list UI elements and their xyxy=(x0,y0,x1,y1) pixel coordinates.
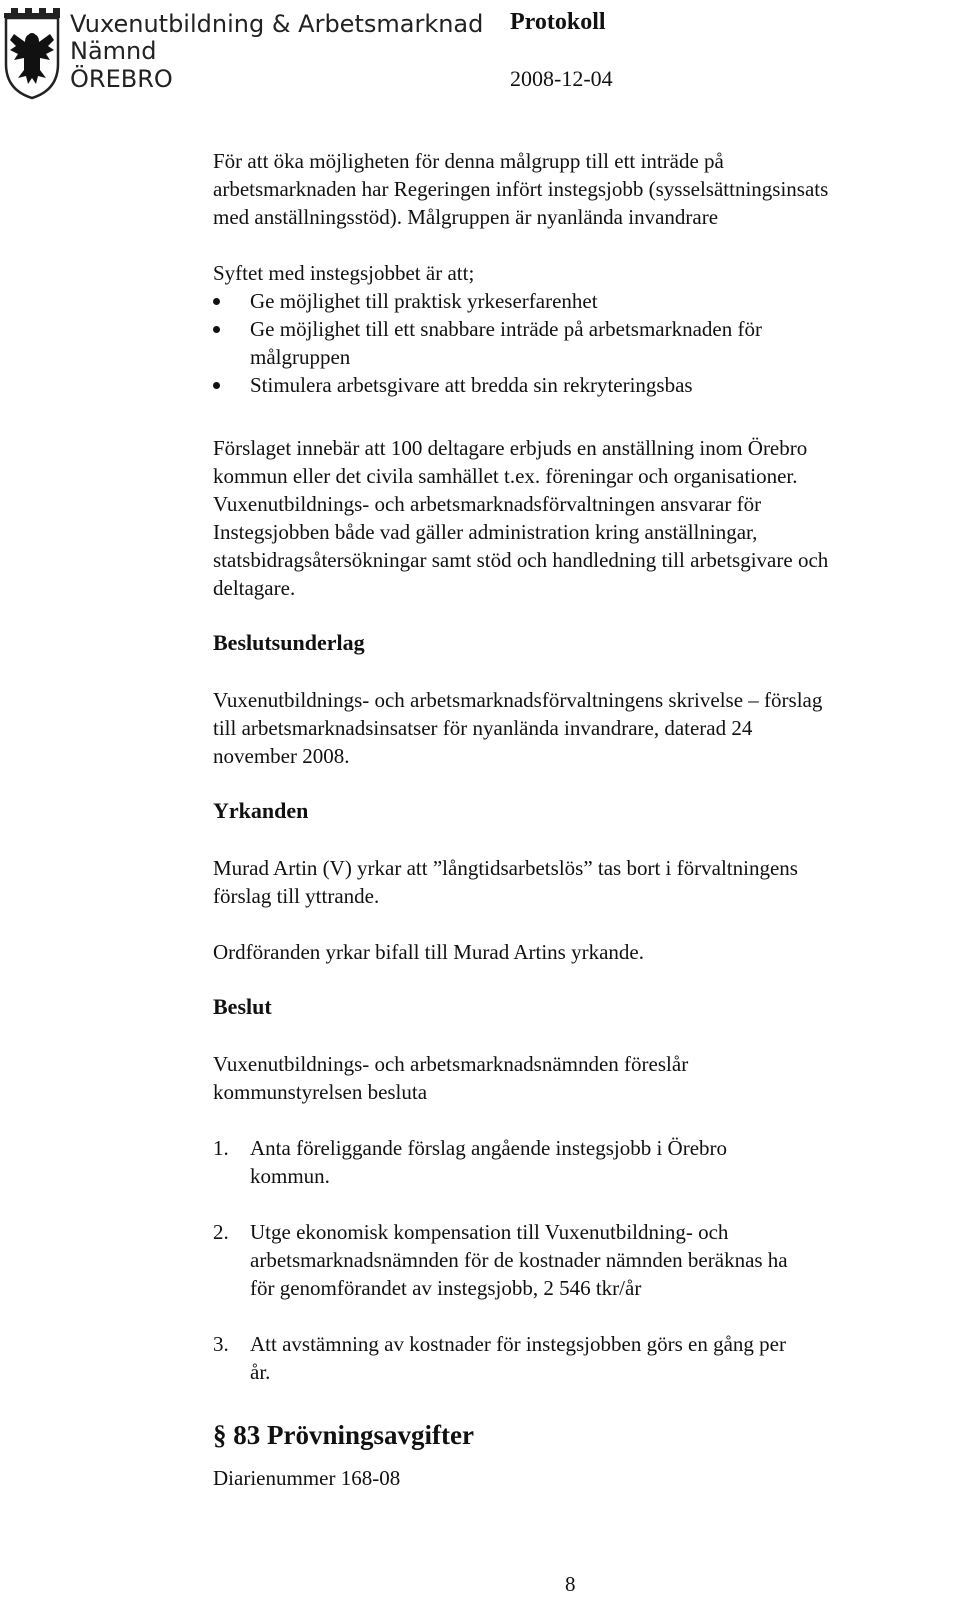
decision-item xyxy=(213,1218,788,1302)
item-number: 1. xyxy=(213,1136,229,1160)
text-line: kommunstyrelsen besluta xyxy=(213,1080,428,1104)
decision-item xyxy=(213,1134,728,1190)
list-item xyxy=(250,371,762,399)
text-line: Murad Artin (V) yrkar att ”långtidsarbetslös” tas bort i förvaltningens xyxy=(213,856,798,880)
text-line: Stimulera arbetsgivare att bredda sin rekryteringsbas xyxy=(250,373,693,397)
item-number: 2. xyxy=(213,1220,229,1244)
text-line: för genomförandet av instegsjobb, 2 546 tkr/år xyxy=(250,1276,642,1300)
page-number: 8 xyxy=(565,1572,576,1596)
text-line: till arbetsmarknadsinsatser för nyanlända invandrare, daterad 24 xyxy=(213,716,753,740)
list-item xyxy=(250,287,762,315)
orebro-coat-of-arms-icon xyxy=(2,4,62,100)
text-line: Ge möjlighet till ett snabbare inträde på arbetsmarknaden för xyxy=(250,317,762,341)
text-line: Instegsjobben både vad gäller administration kring anställningar, xyxy=(213,520,758,544)
text-line: förslag till yttrande. xyxy=(213,884,380,908)
text-line: Vuxenutbildnings- och arbetsmarknadsförvaltningen ansvarar för xyxy=(213,492,762,516)
intro-paragraph xyxy=(213,147,828,231)
text-line: Anta föreliggande förslag angående instegsjobb i Örebro xyxy=(250,1136,728,1160)
text-line: Att avstämning av kostnader för instegsjobben görs en gång per xyxy=(250,1332,786,1356)
bullet-icon xyxy=(213,326,220,333)
text-line: arbetsmarknadsnämnden för de kostnader nämnden beräknas ha xyxy=(250,1248,788,1272)
organization-name-line3: ÖREBRO xyxy=(70,65,173,93)
text-line: målgruppen xyxy=(250,345,351,369)
yrkanden-paragraph xyxy=(213,854,798,910)
heading-yrkanden: Yrkanden xyxy=(213,798,309,823)
header xyxy=(0,0,960,110)
text-line: deltagare. xyxy=(213,576,296,600)
purpose-lead: Syftet med instegsjobbet är att; xyxy=(213,261,475,285)
proposal-paragraph xyxy=(213,434,828,602)
organization-name-line2: Nämnd xyxy=(70,37,157,65)
purpose-bullet-list xyxy=(250,287,762,399)
text-line: statsbidragsåtersökningar samt stöd och handledning till arbetsgivare och xyxy=(213,548,829,572)
bullet-icon xyxy=(213,382,220,389)
document-type: Protokoll xyxy=(510,9,606,35)
bullet-icon xyxy=(213,298,220,305)
text-line: Vuxenutbildnings- och arbetsmarknadsförvaltningens skrivelse – förslag xyxy=(213,688,823,712)
text-line: med anställningsstöd). Målgruppen är nyanlända invandrare xyxy=(213,205,719,229)
beslutsunderlag-paragraph xyxy=(213,686,822,770)
document-date: 2008-12-04 xyxy=(510,66,613,91)
diarienummer: Diarienummer 168-08 xyxy=(213,1466,401,1490)
text-line: För att öka möjligheten för denna målgrupp till ett inträde på xyxy=(213,149,724,173)
text-line: år. xyxy=(250,1360,271,1384)
heading-beslutsunderlag: Beslutsunderlag xyxy=(213,630,365,655)
organization-name-line1: Vuxenutbildning & Arbetsmarknad xyxy=(70,10,484,38)
beslut-intro xyxy=(213,1050,688,1106)
text-line: kommun. xyxy=(250,1164,330,1188)
text-line: Förslaget innebär att 100 deltagare erbjuds en anställning inom Örebro xyxy=(213,436,808,460)
text-line: arbetsmarknaden har Regeringen infört instegsjobb (sysselsättningsinsats xyxy=(213,177,829,201)
text-line: Utge ekonomisk kompensation till Vuxenutbildning- och xyxy=(250,1220,729,1244)
text-line: Vuxenutbildnings- och arbetsmarknadsnämnden föreslår xyxy=(213,1052,689,1076)
item-number: 3. xyxy=(213,1332,229,1356)
decision-item xyxy=(213,1330,786,1386)
text-line: kommun eller det civila samhället t.ex. föreningar och organisationer. xyxy=(213,464,798,488)
heading-beslut: Beslut xyxy=(213,994,272,1019)
section-title: § 83 Prövningsavgifter xyxy=(213,1420,474,1450)
text-line: november 2008. xyxy=(213,744,350,768)
yrkanden-chair-paragraph: Ordföranden yrkar bifall till Murad Artins yrkande. xyxy=(213,940,644,964)
list-item xyxy=(250,315,762,371)
text-line: Ge möjlighet till praktisk yrkeserfarenhet xyxy=(250,289,598,313)
